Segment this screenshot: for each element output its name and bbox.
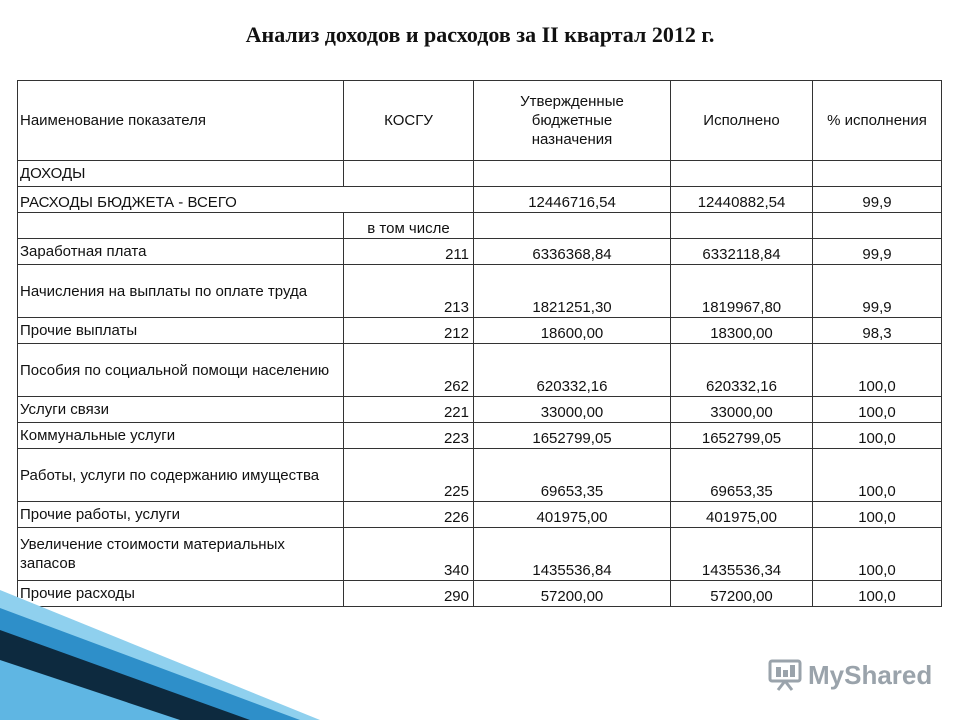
row-name: Прочие работы, услуги: [18, 502, 344, 528]
row-name: Начисления на выплаты по оплате труда: [18, 265, 344, 318]
row-executed: 620332,16: [671, 344, 813, 397]
row-executed: 57200,00: [671, 581, 813, 607]
row-kosgu: 213: [344, 265, 474, 318]
row-name: Увеличение стоимости материальных запасов: [18, 528, 344, 581]
header-name: Наименование показателя: [18, 81, 344, 161]
total-name: РАСХОДЫ БЮДЖЕТА - ВСЕГО: [18, 187, 474, 213]
subheader-label: в том числе: [344, 213, 474, 239]
row-approved: 6336368,84: [474, 239, 671, 265]
subheader-row: [18, 213, 942, 239]
table-row: [18, 397, 942, 423]
subheader-executed: [671, 213, 813, 239]
total-percent: 99,9: [813, 187, 942, 213]
row-kosgu: 262: [344, 344, 474, 397]
income-executed: [671, 161, 813, 187]
subheader-percent: [813, 213, 942, 239]
row-approved: 18600,00: [474, 318, 671, 344]
row-executed: 33000,00: [671, 397, 813, 423]
table-row: [18, 502, 942, 528]
subheader-blank: [18, 213, 344, 239]
row-percent: 98,3: [813, 318, 942, 344]
income-approved: [474, 161, 671, 187]
income-label: ДОХОДЫ: [18, 161, 344, 187]
total-approved: 12446716,54: [474, 187, 671, 213]
row-approved: 620332,16: [474, 344, 671, 397]
row-name: Заработная плата: [18, 239, 344, 265]
row-approved: 69653,35: [474, 449, 671, 502]
row-approved: 33000,00: [474, 397, 671, 423]
page-title: Анализ доходов и расходов за II квартал 2012 г.: [245, 22, 715, 47]
table-header-row: [18, 81, 942, 161]
row-percent: 100,0: [813, 502, 942, 528]
header-approved: Утвержденные бюджетные назначения: [474, 81, 671, 161]
row-kosgu: 226: [344, 502, 474, 528]
row-percent: 99,9: [813, 265, 942, 318]
row-percent: 100,0: [813, 449, 942, 502]
total-executed: 12440882,54: [671, 187, 813, 213]
row-percent: 100,0: [813, 423, 942, 449]
row-percent: 100,0: [813, 581, 942, 607]
row-approved: 401975,00: [474, 502, 671, 528]
row-percent: 100,0: [813, 528, 942, 581]
subheader-approved: [474, 213, 671, 239]
table-row: [18, 265, 942, 318]
row-approved: 57200,00: [474, 581, 671, 607]
row-executed: 69653,35: [671, 449, 813, 502]
row-name: Пособия по социальной помощи населению: [18, 344, 344, 397]
header-percent: % исполнения: [813, 81, 942, 161]
row-name: Прочие расходы: [18, 581, 344, 607]
table-row: [18, 239, 942, 265]
logo-text: MyShared: [808, 659, 933, 690]
row-percent: 100,0: [813, 397, 942, 423]
income-kosgu: [344, 161, 474, 187]
row-approved: 1821251,30: [474, 265, 671, 318]
row-executed: 18300,00: [671, 318, 813, 344]
row-approved: 1652799,05: [474, 423, 671, 449]
row-kosgu: 340: [344, 528, 474, 581]
row-executed: 1652799,05: [671, 423, 813, 449]
row-kosgu: 211: [344, 239, 474, 265]
income-percent: [813, 161, 942, 187]
row-executed: 6332118,84: [671, 239, 813, 265]
row-name: Коммунальные услуги: [18, 423, 344, 449]
header-executed: Исполнено: [671, 81, 813, 161]
row-kosgu: 290: [344, 581, 474, 607]
header-kosgu: КОСГУ: [344, 81, 474, 161]
row-executed: 1435536,34: [671, 528, 813, 581]
row-kosgu: 212: [344, 318, 474, 344]
corner-decoration: [0, 590, 320, 720]
budget-table: [17, 80, 942, 607]
table-row: [18, 528, 942, 581]
row-executed: 1819967,80: [671, 265, 813, 318]
income-row: [18, 161, 942, 187]
total-row: [18, 187, 942, 213]
logo: [768, 655, 932, 695]
table-row: [18, 344, 942, 397]
table-row: [18, 423, 942, 449]
row-kosgu: 221: [344, 397, 474, 423]
row-percent: 100,0: [813, 344, 942, 397]
row-executed: 401975,00: [671, 502, 813, 528]
row-percent: 99,9: [813, 239, 942, 265]
table-row: [18, 449, 942, 502]
row-name: Работы, услуги по содержанию имущества: [18, 449, 344, 502]
row-kosgu: 223: [344, 423, 474, 449]
table-row: [18, 318, 942, 344]
row-name: Прочие выплаты: [18, 318, 344, 344]
row-approved: 1435536,84: [474, 528, 671, 581]
row-name: Услуги связи: [18, 397, 344, 423]
presentation-board-icon: [768, 659, 802, 691]
row-kosgu: 225: [344, 449, 474, 502]
